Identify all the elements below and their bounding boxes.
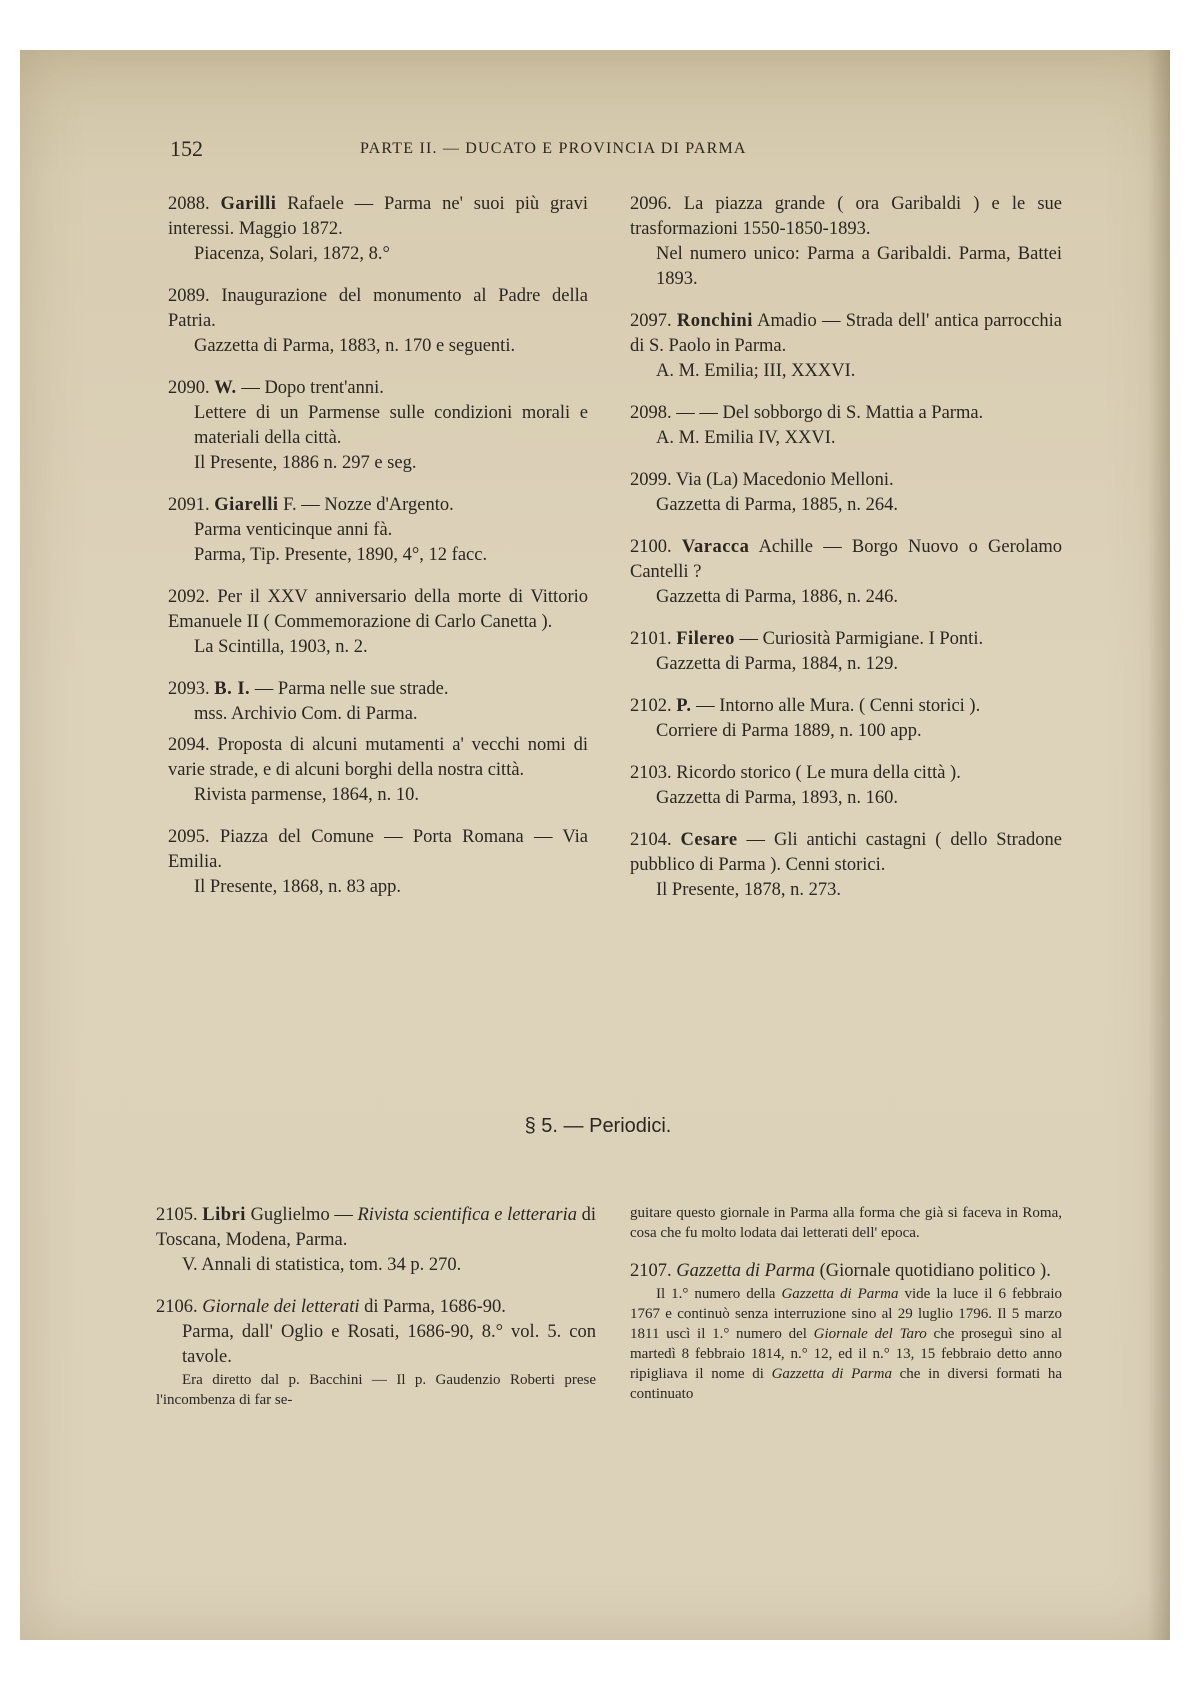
- bib-entry: 2106. Giornale dei letterati di Parma, 1686-90. Parma, dall' Oglio e Rosati, 1686-90, 8.° vol. 5. con tavole. Era diretto dal p. Bacchini — Il p. Gaudenzio Roberti prese l'incombenza di far se-: [156, 1297, 596, 1408]
- bib-entry: 2104. Cesare — Gli antichi castagni ( dello Stradone pubblico di Parma ). Cenni storici. Il Presente, 1878, n. 273.: [630, 830, 1062, 900]
- left-column-top: [168, 192, 588, 917]
- page-header: [170, 136, 1050, 170]
- bib-entry: 2097. Ronchini Amadio — Strada dell' antica parrocchia di S. Paolo in Parma. A. M. Emilia; III, XXXVI.: [630, 311, 1063, 381]
- bib-entry: 2089. Inaugurazione del monumento al Padre della Patria. Gazzetta di Parma, 1883, n. 170 e seguenti.: [168, 286, 589, 356]
- bib-entry: 2105. Libri Guglielmo — Rivista scientifica e letteraria di Toscana, Modena, Parma. V. Annali di statistica, tom. 34 p. 270.: [156, 1205, 597, 1275]
- page-number: 152: [170, 136, 203, 161]
- bib-entry: 2092. Per il XXV anniversario della morte di Vittorio Emanuele II ( Commemorazione di Carlo Canetta ). La Scintilla, 1903, n. 2.: [168, 587, 588, 657]
- page-spine-shadow: [1148, 50, 1170, 1640]
- right-column-top: [630, 192, 1062, 920]
- bib-entry: 2095. Piazza del Comune — Porta Romana — Via Emilia. Il Presente, 1868, n. 83 app.: [168, 827, 588, 897]
- right-column-bottom: [630, 1203, 1062, 1421]
- bib-entry: 2100. Varacca Achille — Borgo Nuovo o Gerolamo Cantelli ? Gazzetta di Parma, 1886, n. 246.: [630, 537, 1063, 607]
- bib-entry: 2103. Ricordo storico ( Le mura della città ). Gazzetta di Parma, 1893, n. 160.: [630, 763, 961, 808]
- bib-entry: 2088. Garilli Rafaele — Parma ne' suoi più gravi interessi. Maggio 1872. Piacenza, Solari, 1872, 8.°: [168, 194, 589, 264]
- bib-entry: 2093. B. I. — Parma nelle sue strade. mss. Archivio Com. di Parma.: [168, 679, 449, 724]
- bib-entry: 2101. Filereo — Curiosità Parmigiane. I Ponti. Gazzetta di Parma, 1884, n. 129.: [630, 629, 984, 674]
- left-column-bottom: [156, 1203, 596, 1427]
- running-title: PARTE II. — DUCATO E PROVINCIA DI PARMA: [360, 140, 747, 157]
- continuation-note: guitare questo giornale in Parma alla forma che già si faceva in Roma, cosa che fu molto lodata dai letterati dell' epoca.: [630, 1205, 1062, 1241]
- bib-entry: 2107. Gazzetta di Parma (Giornale quotidiano politico ). Il 1.° numero della Gazzetta di Parma vide la luce il 6 febbraio 1767 e continuò senza interruzione sino al 29 luglio 1796. Il 5 marzo 1811 uscì il 1.° numero del Giornale del Taro che proseguì sino al martedì 8 febbraio 1814, n.° 12, ed il n.° 13, 15 febbraio detto anno ripigliava il nome di Gazzetta di Parma che in diversi formati ha continuato: [630, 1261, 1062, 1402]
- entry-note: Il 1.° numero della Gazzetta di Parma vide la luce il 6 febbraio 1767 e continuò senza interruzione sino al 29 luglio 1796. Il 5 marzo 1811 uscì il 1.° numero del Giornale del Taro che proseguì sino al martedì 8 febbraio 1814, n.° 12, ed il n.° 13, 15 febbraio detto anno ripigliava il nome di Gazzetta di Parma che in diversi formati ha continuato: [630, 1286, 1062, 1402]
- bib-entry: 2098. — — Del sobborgo di S. Mattia a Parma. A. M. Emilia IV, XXVI.: [630, 403, 984, 448]
- bib-entry: 2090. W. — Dopo trent'anni. Lettere di un Parmense sulle condizioni morali e materiali della città. Il Presente, 1886 n. 297 e seg.: [168, 378, 588, 473]
- bib-entry: 2096. La piazza grande ( ora Garibaldi ) e le sue trasformazioni 1550-1850-1893. Nel numero unico: Parma a Garibaldi. Parma, Battei 1893.: [630, 194, 1063, 289]
- bib-entry: 2099. Via (La) Macedonio Melloni. Gazzetta di Parma, 1885, n. 264.: [630, 470, 898, 515]
- section-heading: § 5. — Periodici.: [524, 1115, 672, 1137]
- bib-entry: 2102. P. — Intorno alle Mura. ( Cenni storici ). Corriere di Parma 1889, n. 100 app.: [630, 696, 981, 741]
- bib-entry: 2091. Giarelli F. — Nozze d'Argento. Parma venticinque anni fà. Parma, Tip. Presente, 1890, 4°, 12 facc.: [168, 495, 488, 565]
- bib-entry: 2094. Proposta di alcuni mutamenti a' vecchi nomi di varie strade, e di alcuni borghi della nostra città. Rivista parmense, 1864, n. 10.: [168, 735, 589, 805]
